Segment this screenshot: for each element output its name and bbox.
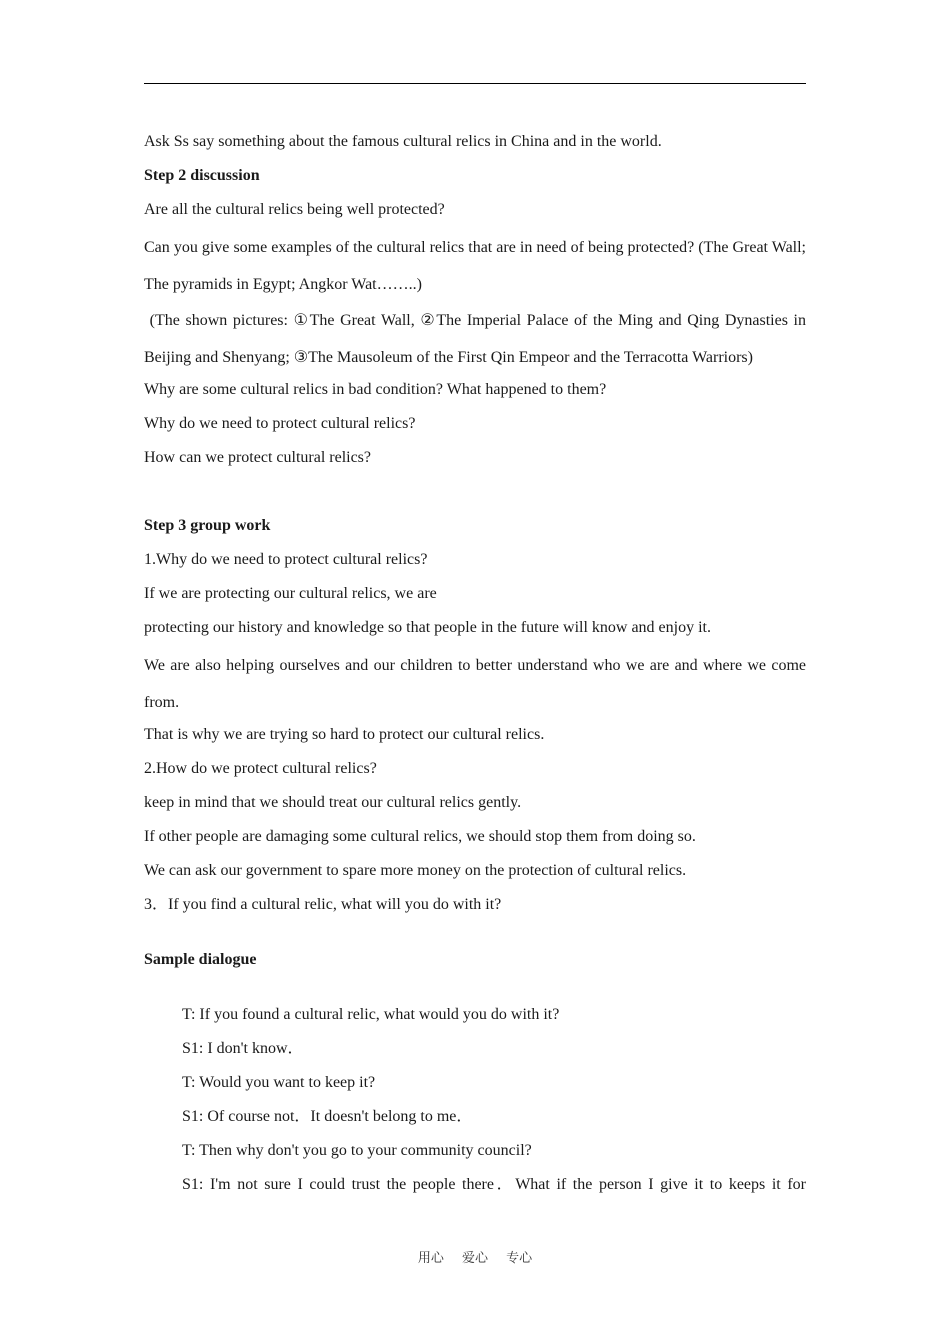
spacer bbox=[144, 922, 806, 943]
group-q1: 1.Why do we need to protect cultural relics? bbox=[144, 551, 428, 568]
sample-dialogue-heading: Sample dialogue bbox=[144, 951, 257, 968]
answer-line-2: protecting our history and knowledge so that people in the future will know and enjoy it. bbox=[144, 619, 711, 636]
question-how-protect: How can we protect cultural relics? bbox=[144, 449, 372, 466]
dialogue-line: S1: Of course not．It doesn't belong to me． bbox=[182, 1108, 473, 1125]
footer-text: 专心 bbox=[506, 1251, 533, 1266]
intro-line: Ask Ss say something about the famous cultural relics in China and in the world. bbox=[144, 133, 662, 150]
footer-text: 爱心 bbox=[461, 1251, 488, 1266]
document-body bbox=[144, 125, 811, 1202]
header-rule bbox=[144, 83, 806, 84]
spacer bbox=[144, 475, 806, 509]
answer-line-1: If we are protecting our cultural relics, we are bbox=[144, 585, 437, 602]
dialogue-line: S1: I don't know． bbox=[182, 1040, 304, 1057]
answer-line-4: That is why we are trying so hard to protect our cultural relics. bbox=[144, 726, 545, 743]
dialogue-line: T: If you found a cultural relic, what would you do with it? bbox=[182, 1006, 560, 1023]
shown-pictures: (The shown pictures: ①The Great Wall, ②The Imperial Palace of the Ming and Qing Dynasties in Beijing and Shenyang; ③The Mausoleum of the First Qin Empeor and the Terracotta Warriors) bbox=[144, 312, 811, 366]
dialogue-line: T: Would you want to keep it? bbox=[182, 1074, 376, 1091]
question-bad-condition: Why are some cultural relics in bad condition? What happened to them? bbox=[144, 381, 607, 398]
step3-heading: Step 3 group work bbox=[144, 517, 271, 534]
answer-line-5: keep in mind that we should treat our cultural relics gently. bbox=[144, 794, 522, 811]
dialogue-line: T: Then why don't you go to your community council? bbox=[182, 1142, 532, 1159]
answer-line-6: If other people are damaging some cultural relics, we should stop them from doing so. bbox=[144, 828, 696, 845]
step2-heading: Step 2 discussion bbox=[144, 167, 260, 184]
footer-text: 用心 bbox=[417, 1251, 444, 1266]
question-why-protect: Why do we need to protect cultural relics? bbox=[144, 415, 416, 432]
group-q3: 3．If you find a cultural relic, what will you do with it? bbox=[144, 896, 502, 913]
group-q2: 2.How do we protect cultural relics? bbox=[144, 760, 377, 777]
question-examples: Can you give some examples of the cultural relics that are in need of being protected? (The Great Wall; The pyramids in Egypt; Angkor Wat……..) bbox=[144, 239, 806, 293]
answer-line-3: We are also helping ourselves and our children to better understand who we are and where we come from. bbox=[144, 657, 806, 711]
page-footer bbox=[0, 1247, 950, 1266]
spacer bbox=[144, 977, 806, 998]
dialogue-line: S1: I'm not sure I could trust the people there．What if the person I give it to keeps it for bbox=[182, 1176, 806, 1193]
answer-line-7: We can ask our government to spare more money on the protection of cultural relics. bbox=[144, 862, 687, 879]
question-protected: Are all the cultural relics being well protected? bbox=[144, 201, 445, 218]
